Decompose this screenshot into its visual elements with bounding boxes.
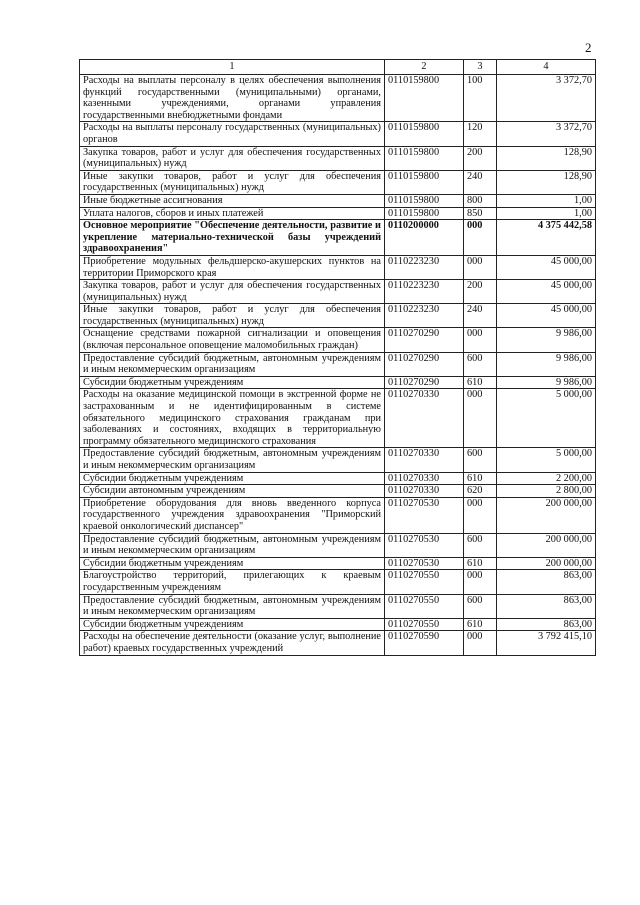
row-amount-cell: 2 800,00 <box>497 485 596 498</box>
header-cell: 2 <box>385 60 464 75</box>
row-name-cell: Предоставление субсидий бюджетным, автономным учреждениям и иным некоммерческим организациям <box>80 594 385 618</box>
row-amount-cell: 9 986,00 <box>497 328 596 352</box>
row-name-cell: Иные закупки товаров, работ и услуг для обеспечения государственных (муниципальных) нужд <box>80 170 385 194</box>
table-row <box>80 497 596 533</box>
page-number: 2 <box>585 40 592 55</box>
row-code-cell: 0110159800 <box>385 194 464 207</box>
row-name-cell: Предоставление субсидий бюджетным, автономным учреждениям и иным некоммерческим организациям <box>80 352 385 376</box>
row-name-cell: Расходы на выплаты персоналу в целях обеспечения выполнения функций государственными (муниципальными) органами, казенными учреждениями, органами управления государственными внебюджетными фондами <box>80 75 385 122</box>
table-row <box>80 122 596 146</box>
row-type-cell: 000 <box>464 497 497 533</box>
row-type-cell: 610 <box>464 472 497 485</box>
row-amount-cell: 3 792 415,10 <box>497 631 596 655</box>
row-code-cell: 0110159800 <box>385 146 464 170</box>
row-code-cell: 0110200000 <box>385 220 464 256</box>
row-code-cell: 0110223230 <box>385 304 464 328</box>
row-code-cell: 0110270550 <box>385 618 464 631</box>
row-type-cell: 600 <box>464 352 497 376</box>
row-name-cell: Субсидии бюджетным учреждениям <box>80 376 385 389</box>
table-row <box>80 304 596 328</box>
row-type-cell: 000 <box>464 570 497 594</box>
row-amount-cell: 2 200,00 <box>497 472 596 485</box>
table-row <box>80 146 596 170</box>
table-row <box>80 170 596 194</box>
row-code-cell: 0110159800 <box>385 122 464 146</box>
table-row <box>80 448 596 472</box>
row-name-cell: Расходы на выплаты персоналу государственных (муниципальных) органов <box>80 122 385 146</box>
row-type-cell: 610 <box>464 376 497 389</box>
row-amount-cell: 128,90 <box>497 170 596 194</box>
row-code-cell: 0110270330 <box>385 448 464 472</box>
row-amount-cell: 3 372,70 <box>497 75 596 122</box>
row-type-cell: 000 <box>464 255 497 279</box>
row-type-cell: 200 <box>464 146 497 170</box>
row-code-cell: 0110270330 <box>385 389 464 448</box>
row-amount-cell: 200 000,00 <box>497 557 596 570</box>
table-row <box>80 194 596 207</box>
header-cell: 3 <box>464 60 497 75</box>
row-amount-cell: 200 000,00 <box>497 497 596 533</box>
row-code-cell: 0110223230 <box>385 255 464 279</box>
table-row <box>80 557 596 570</box>
row-code-cell: 0110159800 <box>385 170 464 194</box>
row-code-cell: 0110270530 <box>385 557 464 570</box>
row-type-cell: 600 <box>464 594 497 618</box>
row-code-cell: 0110270550 <box>385 594 464 618</box>
row-code-cell: 0110270530 <box>385 497 464 533</box>
row-type-cell: 120 <box>464 122 497 146</box>
row-amount-cell: 863,00 <box>497 594 596 618</box>
table-row <box>80 207 596 220</box>
row-amount-cell: 45 000,00 <box>497 255 596 279</box>
table-row <box>80 533 596 557</box>
row-type-cell: 600 <box>464 533 497 557</box>
table-row <box>80 220 596 256</box>
row-amount-cell: 128,90 <box>497 146 596 170</box>
row-amount-cell: 200 000,00 <box>497 533 596 557</box>
row-type-cell: 600 <box>464 448 497 472</box>
row-type-cell: 850 <box>464 207 497 220</box>
row-amount-cell: 9 986,00 <box>497 352 596 376</box>
row-name-cell: Уплата налогов, сборов и иных платежей <box>80 207 385 220</box>
row-type-cell: 240 <box>464 170 497 194</box>
row-code-cell: 0110270330 <box>385 472 464 485</box>
table-row <box>80 485 596 498</box>
row-amount-cell: 863,00 <box>497 570 596 594</box>
row-amount-cell: 3 372,70 <box>497 122 596 146</box>
row-amount-cell: 5 000,00 <box>497 448 596 472</box>
row-name-cell: Приобретение оборудования для вновь введенного корпуса государственного учреждения здравоохранения "Приморский краевой онкологический диспансер" <box>80 497 385 533</box>
row-amount-cell: 45 000,00 <box>497 280 596 304</box>
row-type-cell: 610 <box>464 618 497 631</box>
row-name-cell: Предоставление субсидий бюджетным, автономным учреждениям и иным некоммерческим организациям <box>80 448 385 472</box>
row-name-cell: Расходы на оказание медицинской помощи в экстренной форме не застрахованным и не идентифицированным в системе обязательного медицинского страхования гражданам при заболеваниях и состояниях, входящих в территориальную программу обязательного медицинского страхования <box>80 389 385 448</box>
row-name-cell: Субсидии бюджетным учреждениям <box>80 472 385 485</box>
row-code-cell: 0110270590 <box>385 631 464 655</box>
row-name-cell: Предоставление субсидий бюджетным, автономным учреждениям и иным некоммерческим организациям <box>80 533 385 557</box>
budget-table <box>79 59 596 656</box>
row-type-cell: 000 <box>464 328 497 352</box>
table-row <box>80 255 596 279</box>
row-name-cell: Закупка товаров, работ и услуг для обеспечения государственных (муниципальных) нужд <box>80 280 385 304</box>
row-code-cell: 0110270550 <box>385 570 464 594</box>
row-type-cell: 100 <box>464 75 497 122</box>
row-name-cell: Закупка товаров, работ и услуг для обеспечения государственных (муниципальных) нужд <box>80 146 385 170</box>
row-amount-cell: 1,00 <box>497 207 596 220</box>
table-row <box>80 328 596 352</box>
row-type-cell: 000 <box>464 220 497 256</box>
row-name-cell: Оснащение средствами пожарной сигнализации и оповещения (включая персональное оповещение маломобильных граждан) <box>80 328 385 352</box>
row-type-cell: 000 <box>464 631 497 655</box>
row-code-cell: 0110223230 <box>385 280 464 304</box>
row-type-cell: 800 <box>464 194 497 207</box>
row-amount-cell: 5 000,00 <box>497 389 596 448</box>
row-amount-cell: 4 375 442,58 <box>497 220 596 256</box>
row-code-cell: 0110270290 <box>385 376 464 389</box>
table-row <box>80 631 596 655</box>
row-name-cell: Субсидии автономным учреждениям <box>80 485 385 498</box>
table-row <box>80 280 596 304</box>
table-row <box>80 472 596 485</box>
row-name-cell: Иные бюджетные ассигнования <box>80 194 385 207</box>
row-code-cell: 0110270290 <box>385 352 464 376</box>
table-row <box>80 594 596 618</box>
row-type-cell: 240 <box>464 304 497 328</box>
table-row <box>80 352 596 376</box>
table-row <box>80 376 596 389</box>
row-amount-cell: 1,00 <box>497 194 596 207</box>
table-row <box>80 75 596 122</box>
row-code-cell: 0110159800 <box>385 75 464 122</box>
table-row <box>80 618 596 631</box>
header-cell: 4 <box>497 60 596 75</box>
row-amount-cell: 45 000,00 <box>497 304 596 328</box>
row-name-cell: Субсидии бюджетным учреждениям <box>80 618 385 631</box>
row-type-cell: 610 <box>464 557 497 570</box>
table-row <box>80 570 596 594</box>
row-type-cell: 620 <box>464 485 497 498</box>
row-code-cell: 0110270330 <box>385 485 464 498</box>
row-name-cell: Расходы на обеспечение деятельности (оказание услуг, выполнение работ) краевых государственных учреждений <box>80 631 385 655</box>
row-amount-cell: 863,00 <box>497 618 596 631</box>
row-amount-cell: 9 986,00 <box>497 376 596 389</box>
row-code-cell: 0110270290 <box>385 328 464 352</box>
header-cell: 1 <box>80 60 385 75</box>
row-name-cell: Иные закупки товаров, работ и услуг для обеспечения государственных (муниципальных) нужд <box>80 304 385 328</box>
row-name-cell: Субсидии бюджетным учреждениям <box>80 557 385 570</box>
row-code-cell: 0110159800 <box>385 207 464 220</box>
row-code-cell: 0110270530 <box>385 533 464 557</box>
row-name-cell: Благоустройство территорий, прилегающих к краевым государственным учреждениям <box>80 570 385 594</box>
row-name-cell: Основное мероприятие "Обеспечение деятельности, развитие и укрепление материально-технической базы учреждений здравоохранения" <box>80 220 385 256</box>
table-row <box>80 389 596 448</box>
row-type-cell: 000 <box>464 389 497 448</box>
row-name-cell: Приобретение модульных фельдшерско-акушерских пунктов на территории Приморского края <box>80 255 385 279</box>
row-type-cell: 200 <box>464 280 497 304</box>
header-row <box>80 60 596 75</box>
